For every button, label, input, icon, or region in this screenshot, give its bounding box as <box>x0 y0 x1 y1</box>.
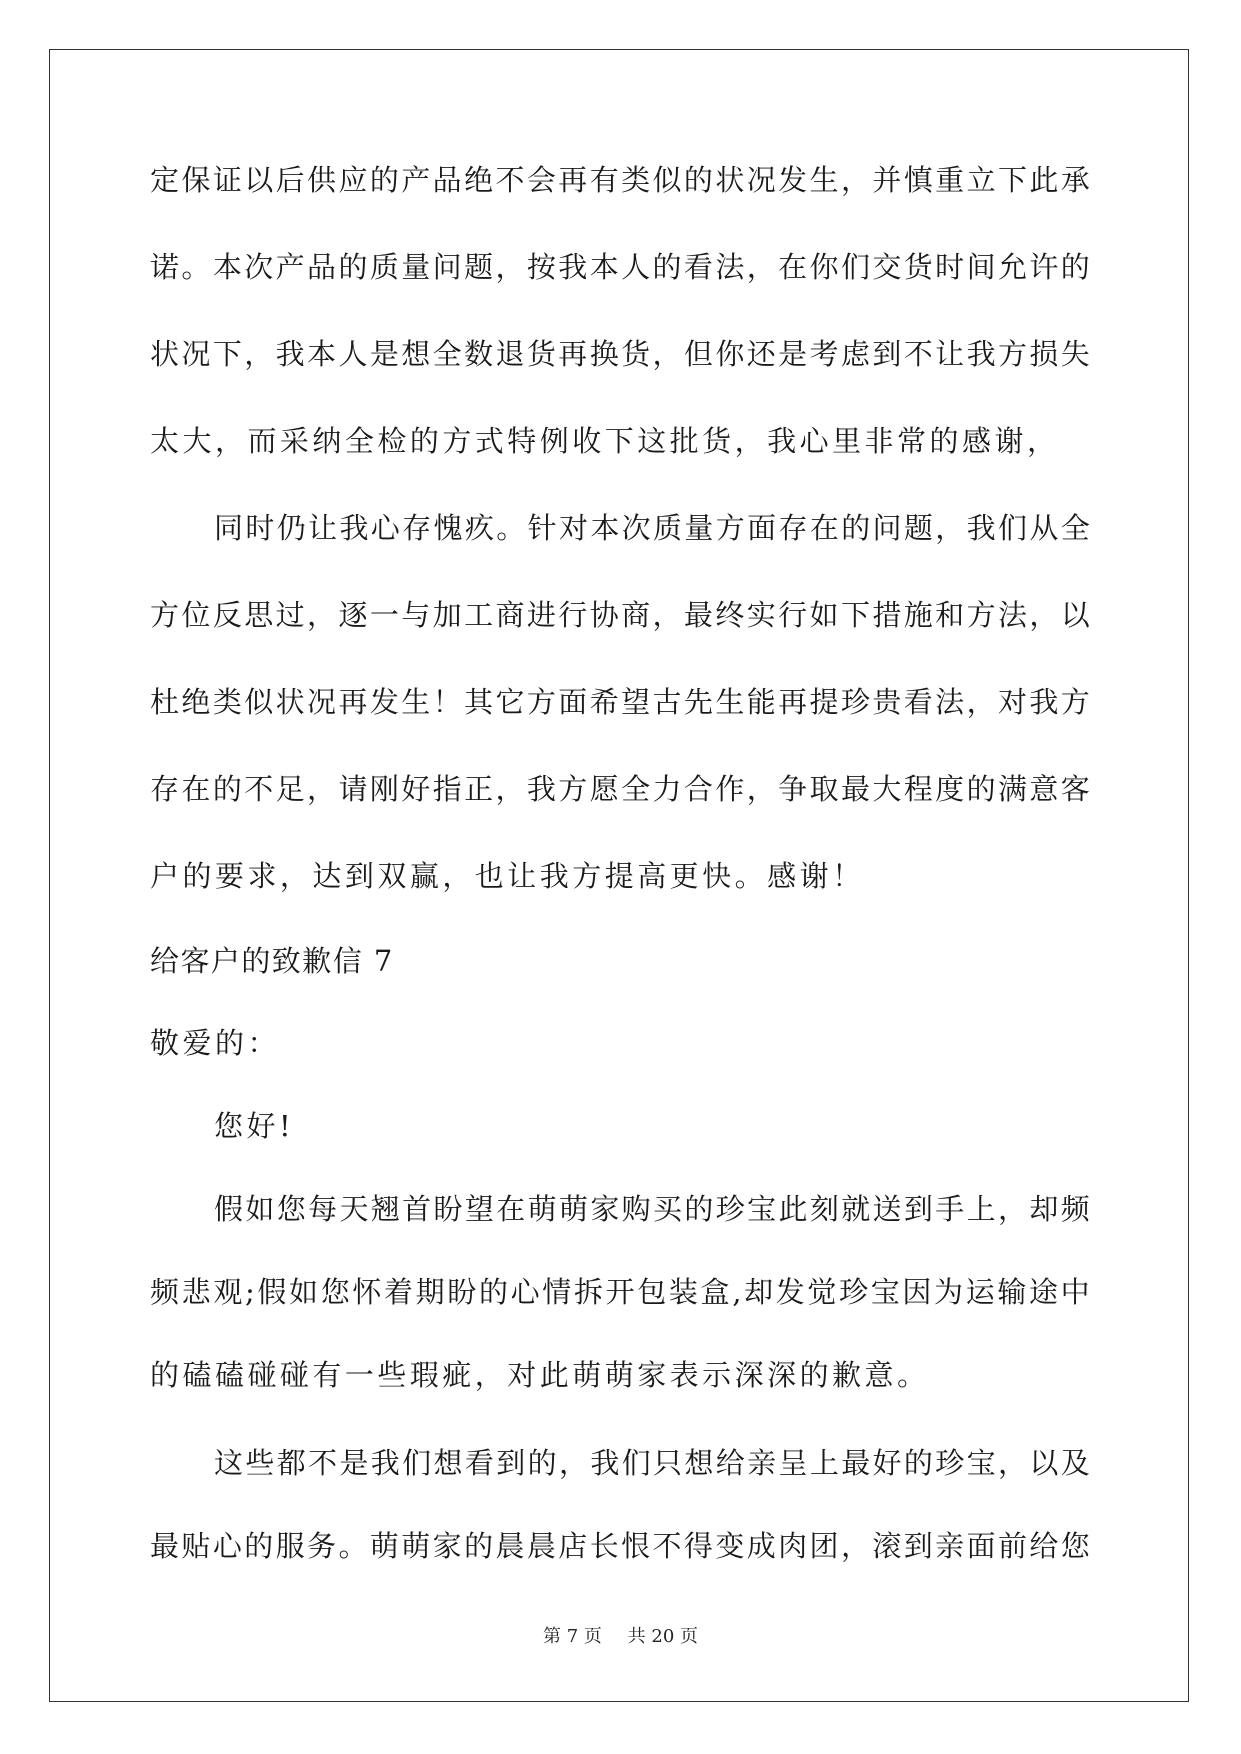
text-line: 杜 绝 类 似 状 况 再 发 生 ！ 其 它 方 面 希 望 古 先 生 能 再 提 珍 贵 看 法 ， 对 我 方 <box>150 685 1090 719</box>
text-line: 最 贴 心 的 服 务 。 萌 萌 家 的 晨 晨 店 长 恨 不 得 变 成 肉 团 ， 滚 到 亲 面 前 给 您 <box>150 1529 1090 1563</box>
text-line: 的磕磕碰碰有一些瑕疵，对此萌萌家表示深深的歉意。 <box>150 1358 930 1392</box>
page-number: 第 7 页 <box>543 1626 602 1647</box>
greeting: 您好! <box>214 1109 295 1143</box>
text-line: 诺 。 本 次 产 品 的 质 量 问 题 ， 按 我 本 人 的 看 法 ， 在 你 们 交 货 时 间 允 许 的 <box>150 250 1090 284</box>
text-line: 方 位 反 思 过 ， 逐 一 与 加 工 商 进 行 协 商 ， 最 终 实 行 如 下 措 施 和 方 法 ， 以 <box>150 598 1090 632</box>
salutation: 敬爱的： <box>150 1026 280 1060</box>
page-footer <box>0 1622 1241 1648</box>
section-heading: 给客户的致歉信 7 <box>150 944 394 978</box>
page-total: 共 20 页 <box>627 1626 698 1647</box>
paragraph-start-line: 假 如 您 每 天 翘 首 盼 望 在 萌 萌 家 购 买 的 珍 宝 此 刻 就 送 到 手 上 ， 却 频 <box>214 1192 1090 1226</box>
text-line: 频 悲 观 ; 假 如 您 怀 着 期 盼 的 心 情 拆 开 包 装 盒 , 却 发 觉 珍 宝 因 为 运 输 途 中 <box>150 1275 1090 1309</box>
text-line: 存 在 的 不 足 ， 请 刚 好 指 正 ， 我 方 愿 全 力 合 作 ， 争 取 最 大 程 度 的 满 意 客 <box>150 772 1090 806</box>
text-line: 户的要求，达到双赢，也让我方提高更快。感谢！ <box>150 859 865 893</box>
text-line: 定 保 证 以 后 供 应 的 产 品 绝 不 会 再 有 类 似 的 状 况 发 生 ， 并 慎 重 立 下 此 承 <box>150 163 1090 197</box>
text-line: 状 况 下 ， 我 本 人 是 想 全 数 退 货 再 换 货 ， 但 你 还 是 考 虑 到 不 让 我 方 损 失 <box>150 337 1090 371</box>
text-line: 太大，而采纳全检的方式特例收下这批货，我心里非常的感谢， <box>150 424 1060 458</box>
paragraph-start-line: 这 些 都 不 是 我 们 想 看 到 的 ， 我 们 只 想 给 亲 呈 上 最 好 的 珍 宝 ， 以 及 <box>214 1446 1090 1480</box>
paragraph-start-line: 同 时 仍 让 我 心 存 愧 疚 。 针 对 本 次 质 量 方 面 存 在 的 问 题 ， 我 们 从 全 <box>214 511 1090 545</box>
